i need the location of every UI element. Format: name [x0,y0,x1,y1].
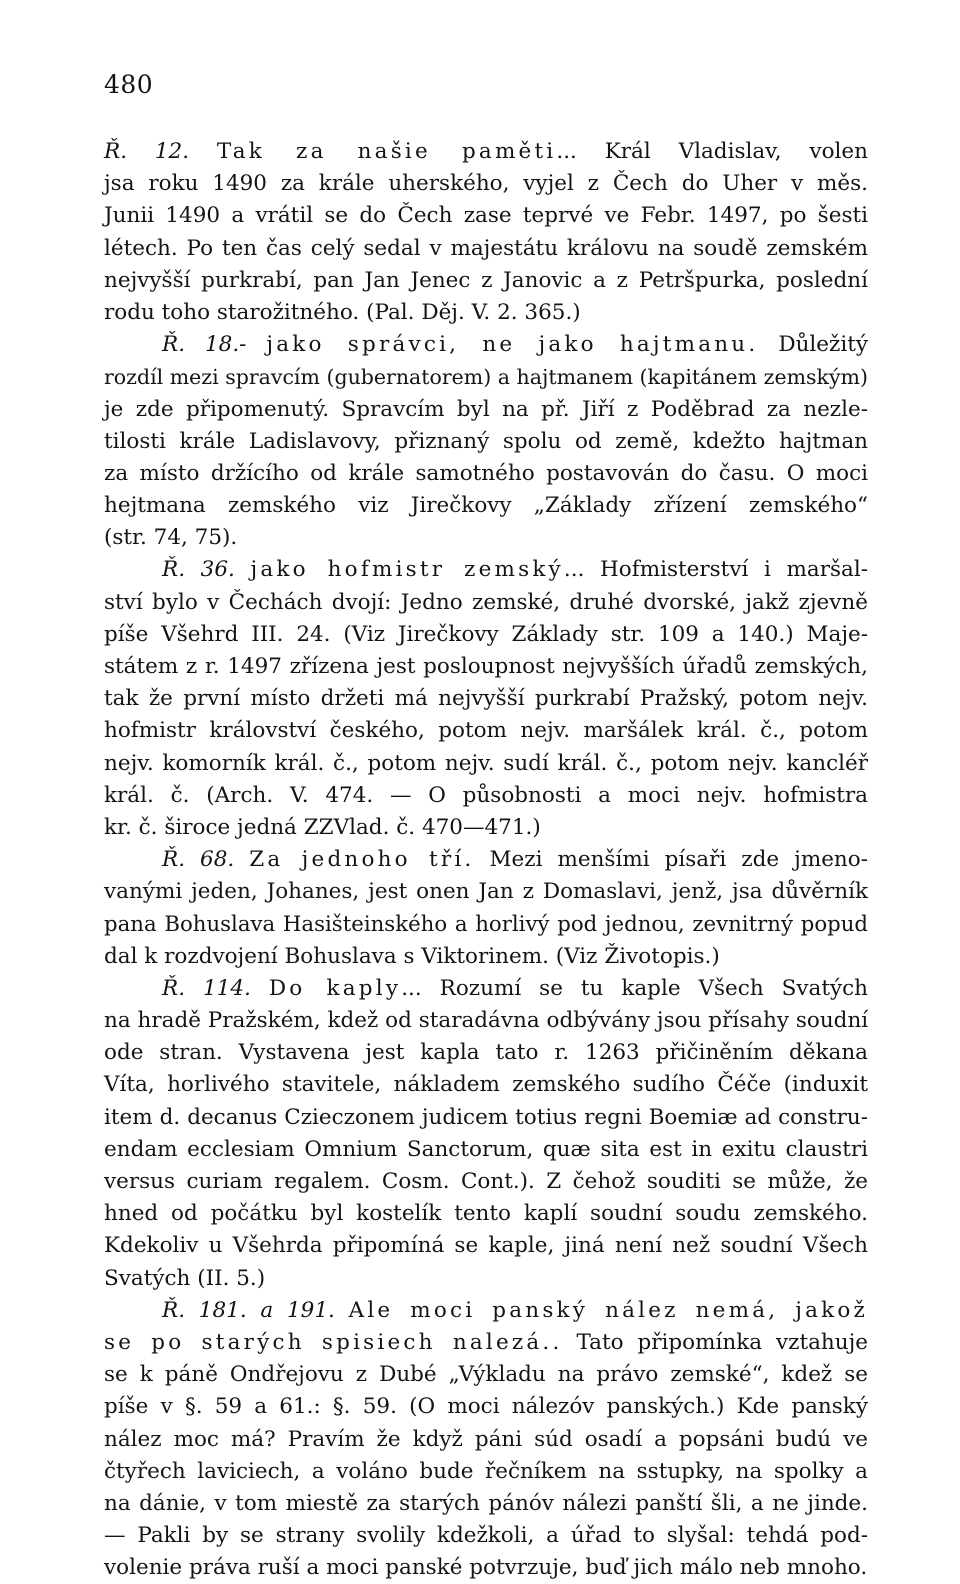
text-line [104,329,868,361]
text-line [104,233,868,265]
line-text: jsa roku 1490 za krále uherského, vyjel z Čech do Uher v měs. [104,171,868,197]
line-reference: Ř. 18.- [162,332,267,358]
text-line [104,522,868,554]
text-line [104,426,868,458]
line-text: Svatých (II. 5.) [104,1265,266,1291]
paragraph [104,844,868,973]
paragraph [104,329,868,554]
line-text: Víta, horlivého stavitele, nákladem zemského sudího Čéče (induxit [104,1072,868,1098]
text-line [104,715,868,747]
text-block [104,136,868,1584]
text-line [104,812,868,844]
paragraph [104,136,868,329]
line-text: nejv. komorník král. č., potom nejv. sudí král. č., potom nejv. kancléř [104,750,868,776]
line-text: na dánie, v tom miestě za starých pánóv nálezi panští šli, a ne jinde. [104,1490,868,1516]
text-line [104,1520,868,1552]
text-line [104,1488,868,1520]
text-line [104,1198,868,1230]
line-text: dal k rozdvojení Bohuslava s Viktorinem. (Viz Životopis.) [104,943,720,969]
text-line [104,490,868,522]
text-line [104,1552,868,1584]
line-text: za místo držícího od krále samotného postavován do času. O moci [104,460,868,486]
text-line [104,1263,868,1295]
text-line [104,136,868,168]
line-text: je zde připomenutý. Spravcím byl na př. Jiří z Poděbrad za nezle- [104,396,868,422]
line-text: — Pakli by se strany svolily kdežkoli, a úřad to slyšal: tehdá pod- [104,1523,868,1549]
line-text: Důležitý [758,332,868,358]
line-text: Tato připomínka vztahuje [562,1329,869,1355]
text-line [104,1424,868,1456]
text-line [104,1456,868,1488]
line-text: píše v §. 59 a 61.: §. 59. (O moci nálezóv panských.) Kde panský [104,1394,868,1420]
line-text: rodu toho starožitného. (Pal. Děj. V. 2. 365.) [104,299,581,325]
line-text: ... Rozumí se tu kaple Všech Svatých [401,975,868,1001]
line-text: volenie práva ruší a moci panské potvrzuje, buď jich málo neb mnoho. [104,1555,868,1581]
line-text: pana Bohuslava Hasišteinského a horlivý pod jednou, zevnitrný popud [104,911,868,937]
line-text: nejvyšší purkrabí, pan Jan Jenec z Janovic a z Petršpurka, poslední [104,267,868,293]
text-line [104,844,868,876]
quoted-phrase: jako hofmistr zemský [250,557,564,583]
line-text: Junii 1490 a vrátil se do Čech zase teprvé ve Febr. 1497, po šesti [104,203,868,229]
line-text: nález moc má? Pravím že když páni súd osadí a popsáni budú ve [104,1426,868,1452]
line-text: čtyřech laviciech, a voláno bude řečníkem na sstupky, na spolky a [104,1458,868,1484]
text-line [104,1230,868,1262]
text-line [104,1359,868,1391]
text-line [104,265,868,297]
line-text: hned od počátku byl kostelík tento kaplí soudní soudu zemského. [104,1201,868,1227]
text-line [104,587,868,619]
paragraph [104,973,868,1295]
text-line [104,941,868,973]
text-line [104,748,868,780]
line-reference: Ř. 181. a 191. [162,1297,349,1323]
text-line [104,394,868,426]
line-text: ... Hofmisterství i maršal- [563,557,868,583]
line-text: létech. Po ten čas celý sedal v majestátu královu na soudě zemském [104,235,868,261]
text-line [104,651,868,683]
text-line [104,168,868,200]
quoted-phrase: jako správci, ne jako hajtmanu. [266,332,759,358]
text-line [104,1069,868,1101]
quoted-phrase: Ale moci panský nález nemá, jakož [348,1297,868,1323]
line-text: ství bylo v Čechách dvojí: Jedno zemské, druhé dvorské, jakž zjevně [104,589,868,615]
line-text: Mezi menšími písaři zde jmeno- [474,847,868,873]
text-line [104,1327,868,1359]
line-text: kr. č. široce jedná ZZVlad. č. 470—471.) [104,814,541,840]
text-line [104,1005,868,1037]
paragraph [104,554,868,844]
text-line [104,1166,868,1198]
text-line [104,619,868,651]
text-line [104,458,868,490]
line-reference: Ř. 114. [162,975,269,1001]
text-line [104,200,868,232]
quoted-phrase: Do kaply [268,975,402,1001]
line-text: tilosti krále Ladislavovy, přiznaný spolu od země, kdežto hajtman [104,428,868,454]
text-line [104,683,868,715]
quoted-phrase: Za jednoho tří. [249,847,475,873]
line-text: píše Všehrd III. 24. (Viz Jirečkovy Základy str. 109 a 140.) Maje- [104,621,868,647]
text-line [104,297,868,329]
text-line [104,1037,868,1069]
line-text: versus curiam regalem. Cosm. Cont.). Z čehož souditi se může, že [104,1169,868,1194]
line-reference: Ř. 12. [104,139,217,164]
line-text: endam ecclesiam Omnium Sanctorum, quæ sita est in exitu claustri [104,1136,868,1162]
text-line [104,780,868,812]
line-text: vanými jeden, Johanes, jest onen Jan z Domaslavi, jenž, jsa důvěrník [104,879,868,905]
text-line [104,1295,868,1327]
line-text: ode stran. Vystavena jest kapla tato r. 1263 přičiněním děkana [104,1040,868,1066]
text-line [104,973,868,1005]
line-text: ... Král Vladislav, volen [556,139,868,164]
text-line [104,361,868,393]
quoted-phrase: se po starých spisiech nalezá.. [104,1329,563,1355]
text-line [104,876,868,908]
text-line [104,1134,868,1166]
line-text: se k páně Ondřejovu z Dubé „Výkladu na právo zemské“, kdež se [104,1362,868,1388]
line-text: hofmistr království českého, potom nejv. maršálek král. č., potom [104,718,868,744]
text-line [104,1391,868,1423]
text-line [104,1102,868,1134]
line-text: rozdíl mezi spravcím (gubernatorem) a hajtmanem (kapitánem zemským) [104,365,868,390]
page-number: 480 [104,70,154,99]
line-text: Kdekoliv u Všehrda připomíná se kaple, jiná není než soudní Všech [104,1233,868,1259]
quoted-phrase: Tak za našie paměti [216,139,557,164]
line-reference: Ř. 68. [162,847,250,873]
text-line [104,554,868,586]
line-text: na hradě Pražském, kdež od staradávna odbývány jsou přísahy soudní [104,1008,869,1034]
line-text: hejtmana zemského viz Jirečkovy „Základy zřízení zemského“ [104,493,868,519]
line-reference: Ř. 36. [162,557,251,583]
line-text: tak že první místo držeti má nejvyšší purkrabí Pražský, potom nejv. [104,686,868,712]
line-text: král. č. (Arch. V. 474. — O působnosti a moci nejv. hofmistra [104,782,868,808]
paragraph [104,1295,868,1584]
text-line [104,909,868,941]
line-text: státem z r. 1497 zřízena jest posloupnost nejvyšších úřadů zemských, [104,654,868,679]
line-text: (str. 74, 75). [104,525,238,551]
line-text: item d. decanus Czieczonem judicem totius regni Boemiæ ad constru- [104,1104,868,1130]
